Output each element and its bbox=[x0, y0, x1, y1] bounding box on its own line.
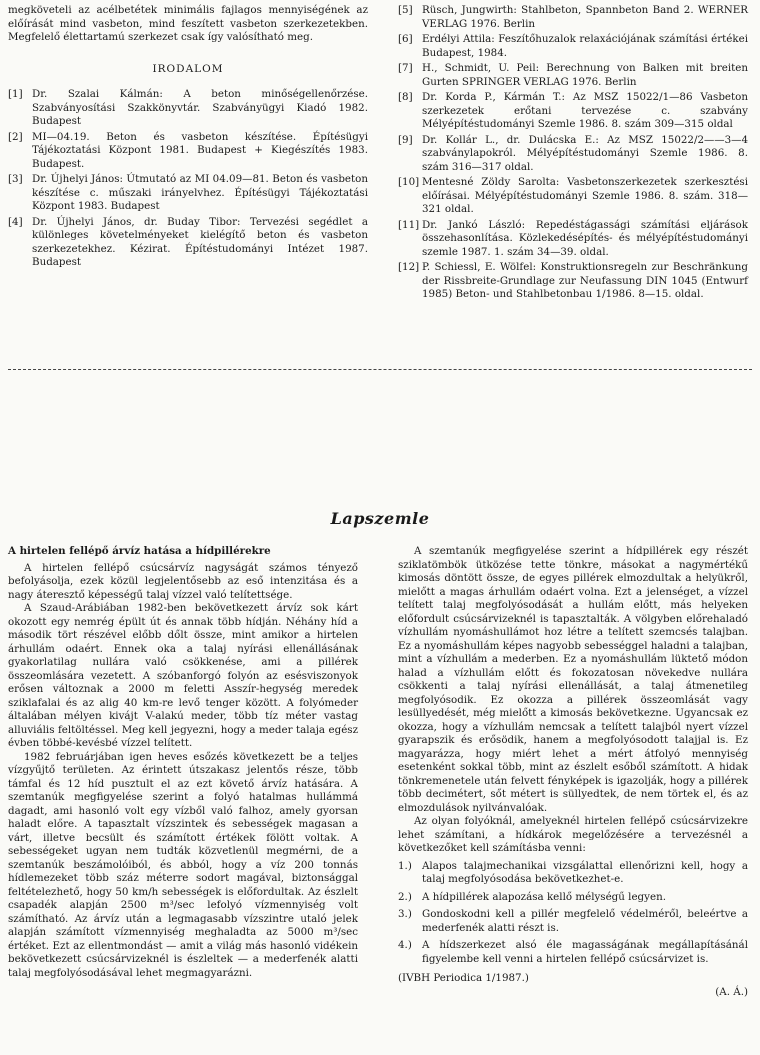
reference-item: [9] Dr. Kollár L., dr. Dulácska E.: Az MSZ 15022/2——3—4 szabványlapokról. Mélyépítéstudományi Szemle 1986. 8. szám 316—317 oldal. bbox=[398, 133, 748, 173]
section-title: Lapszemle bbox=[330, 509, 430, 528]
reference-item: [8] Dr. Korda P., Kármán T.: Az MSZ 15022/1—86 Vasbeton szerkezetek erőtani tervezése c. szabvány Mélyépítéstudományi Szemle 1986. 8. szám 309—315 oldal bbox=[398, 91, 748, 130]
list-item: 1.) Alapos talajmechanikai vizsgálattal ellenőrizni kell, hogy a talaj megfolyósodása bekövetkezhet-e. bbox=[398, 859, 748, 885]
article-paragraph: A Szaud-Arábiában 1982-ben bekövetkezett árvíz sok kárt okozott egy nemrég épült út és annak több hídján. Néhány híd a második tört részével előbb dőlt össze, mint amikor a hirtelen árhullám odaért. Ennek oka a talaj nyírási ellenállásának gyakorlatilag nullára való csökkenése, ami a pillérek összeomlására vezetett. A szóbanforgó folyón az esésviszonyok erősen változnak a 2000 m feletti Asszír-hegység meredek sziklafalai és az alig 40 km-re levő tenger között. A folyómeder általában mélyen kivájt V-alakú meder, több tíz méter vastag alluviális feltöltéssel. Meg kell jegyezni, hogy a meder talaja egész évben többé-kevésbé vízzel telített. bbox=[8, 602, 358, 749]
recommendation-list bbox=[398, 860, 748, 967]
list-item: 3.) Gondoskodni kell a pillér megfelelő védelméről, beleértve a mederfenék alatti részt is. bbox=[398, 908, 748, 934]
author-signature: (A. Á.) bbox=[715, 985, 748, 998]
top-left-column bbox=[8, 4, 368, 272]
article-paragraph: 1982 februárjában igen heves esőzés következett be a teljes vízgyűjtő területen. Az érintett útszakasz jelentős része, több támfal és 12 híd pusztult el az ezt követő árvíz hatására. A szemtanúk megfigyelése szerint a folyó hatalmas hullámmá dagadt, ami hasonló volt egy vízből való falhoz, amely gyorsan haladt előre. A tapasztalt vízszintek és sebességek magasan a várt, illetve becsült és számított értékek fölött voltak. A sebességeket ugyan nem tudták közvetlenül megmérni, de a szemtanúk beszámolóiból, és abból, hogy a víz 200 tonnás hídlemezeket több száz méterre sodort magával, biztonsággal feltételezhető, hogy 50 km/h sebességek is előfordultak. Az észlelt csapadék alapján 2500 m³/sec lefolyó vízmennyiség volt számítható. Az árvíz után a legmagasabb vízszintre utaló jelek alapján számított vízmennyiség meghaladta az 5000 m³/sec értéket. Ezt az ellentmondást — amit a világ más hasonló vidékein bekövetkezett csúcsárvizeknél is észleltek — a mederfenék alatti talaj megfolyósodásával lehet megmagyarázni. bbox=[8, 750, 358, 979]
reference-item: [11] Dr. Jankó László: Repedéstágassági számítási eljárások összehasonlítása. Közlekedésépítés- és mélyépítéstudományi szemle 1987. 1. szám 34—39. oldal. bbox=[398, 218, 748, 258]
reference-item: [2] MI—04.19. Beton és vasbeton készítése. Építésügyi Tájékoztatási Központ 1981. Budapest + Kiegészítés 1983. Budapest. bbox=[8, 130, 368, 170]
list-item: 4.) A hídszerkezet alsó éle magasságának megállapításánál figyelembe kell venni a hirtelen fellépő csúcsárvizet is. bbox=[398, 939, 748, 965]
reference-item: [5] Rüsch, Jungwirth: Stahlbeton, Spannbeton Band 2. WERNER VERLAG 1976. Berlin bbox=[398, 4, 748, 30]
article-paragraph: Az olyan folyóknál, amelyeknél hirtelen fellépő csúcsárvizekre lehet számítani, a hídkárok megelőzésére a tervezésnél a következőket kell számításba venni: bbox=[398, 815, 748, 854]
list-item: 2.) A hídpillérek alapozása kellő mélységű legyen. bbox=[398, 890, 666, 903]
article-right-column bbox=[398, 545, 748, 999]
reference-item: [6] Erdélyi Attila: Feszítőhuzalok relaxációjának számítási értékei Budapest, 1984. bbox=[398, 33, 748, 59]
article-paragraph: A hirtelen fellépő csúcsárvíz nagyságát számos tényező befolyásolja, ezek közül legjelentősebb az eső intenzitása és a nagy áteresztő képességű talaj vízzel való telítettsége. bbox=[8, 561, 358, 601]
article-title: A hirtelen fellépő árvíz hatása a hídpillérekre bbox=[8, 545, 271, 557]
source-citation: (IVBH Periodica 1/1987.) bbox=[398, 972, 529, 984]
reference-item: [4] Dr. Újhelyi János, dr. Buday Tibor: Tervezési segédlet a különleges követelményeket kielégítő beton és vasbeton szerkezetekhez. Kézirat. Építéstudományi Intézet 1987. Budapest bbox=[8, 215, 368, 268]
reference-item: [7] H., Schmidt, U. Peil: Berechnung von Balken mit breiten Gurten SPRINGER VERLAG 1976. Berlin bbox=[398, 62, 748, 88]
article-paragraph: A szemtanúk megfigyelése szerint a hídpillérek egy részét sziklatömbök ütközése tette tönkre, másokat a nagymértékű kimosás döntött össze, de egyes pillérek elmozdultak a helyükről, mielőtt a magas árhullám odaért volna. Ezt a jelenséget, a vízzel telített talaj megfolyósodását a hullám előtt, más helyeken előfordult csúcsárvizeknél is tapasztalták. A völgyben előrehaladó vízhullám nyomáshullámot hoz létre a telített szemcsés talajban. Ez a nyomáshullám képes nagyobb sebességgel haladni a talajban, mint a vízhullám a mederben. Ez a nyomáshullám lüktető módon halad a vízhullám előtt és fokozatosan növekedve nullára csökkenti a talaj nyírási ellenállását, a talaj átmenetileg megfolyósodik. Ez okozza a pillérek összeomlását vagy lesüllyedését, még mielőtt a kimosás bekövetkezne. Ugyancsak ez okozza, hogy a vízhullám nemcsak a telített talajból nyert vízzel gyarapszik és erősödik, hanem a megfolyósodott talajjal is. Ez magyarázza, hogy miért lehet a mért átfolyó mennyiség esetenként sokkal több, mint az észlelt esőből számított. A hidak tönkremenetele után felvett fényképek is igazolják, hogy a pillérek több decimétert, sőt métert is süllyedtek, de nem törtek el, és az elmozdulások nyilvánvalóak. bbox=[398, 545, 748, 814]
reference-list-right bbox=[398, 4, 748, 304]
reference-list-left bbox=[8, 88, 368, 270]
source-row bbox=[398, 972, 748, 986]
references-heading: IRODALOM bbox=[152, 62, 224, 75]
reference-item: [3] Dr. Újhelyi János: Útmutató az MI 04.09—81. Beton és vasbeton készítése c. műszaki irányelvhez. Építésügyi Tájékoztatási Központ 1983. Budapest bbox=[8, 173, 368, 212]
reference-item: [1] Dr. Szalai Kálmán: A beton minőségellenőrzése. Szabványosítási Szakkönyvtár. Szabványügyi Kiadó 1982. Budapest bbox=[8, 88, 368, 127]
article-left-column bbox=[8, 545, 358, 980]
section-divider bbox=[8, 369, 752, 370]
reference-item: [12] P. Schiessl, E. Wölfel: Konstruktionsregeln zur Beschränkung der Rissbreite-Grundlage zur Neufassung DIN 1045 (Entwurf 1985) Beton- und Stahlbetonbau 1/1986. 8—15. oldal. bbox=[398, 261, 748, 300]
reference-item: [10] Mentesné Zöldy Sarolta: Vasbetonszerkezetek szerkesztési előírásai. Mélyépítéstudományi Szemle 1986. 8. szám. 318—321 oldal. bbox=[398, 176, 748, 215]
intro-paragraph: megköveteli az acélbetétek minimális fajlagos mennyiségének az előírását mind vasbeton, mind feszített vasbeton szerkezetekben. Megfelelő élettartamú szerkezet csak így valósítható meg. bbox=[8, 4, 368, 43]
